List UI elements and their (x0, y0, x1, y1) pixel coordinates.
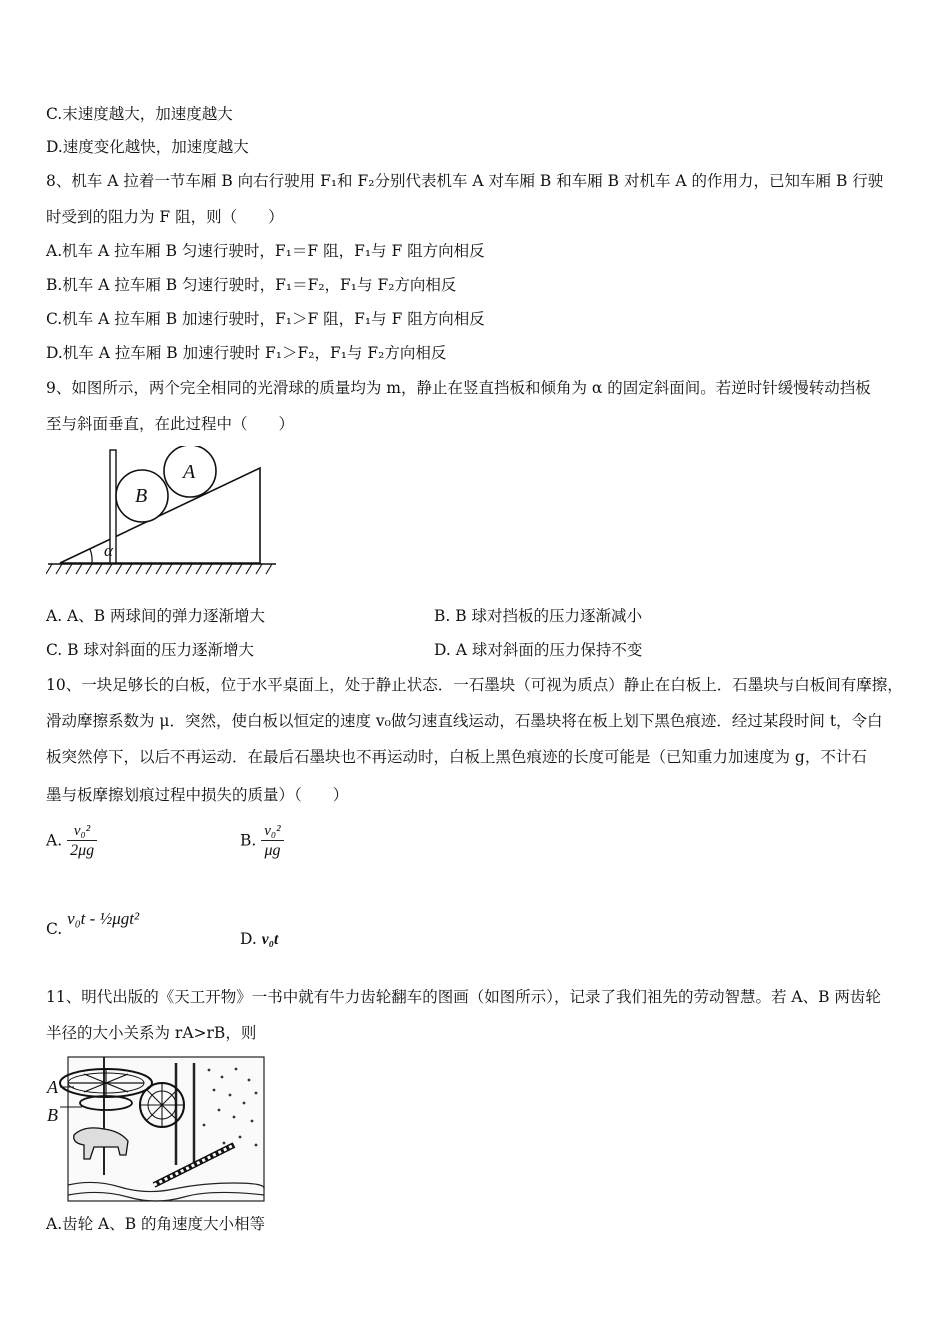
q10-option-c (46, 909, 140, 940)
q9-option-b: B. B 球对挡板的压力逐渐减小 (434, 607, 643, 625)
q10-option-a (46, 822, 97, 861)
q10-option-d (240, 928, 278, 951)
q10-option-b-fraction (261, 822, 283, 861)
q10-option-a-fraction (67, 822, 97, 861)
q10-option-a-numerator: v₀² (67, 822, 97, 841)
q8-stem-line1: 8、机车 A 拉着一节车厢 B 向右行驶用 F₁和 F₂分别代表机车 A 对车厢 B 和车厢 B 对机车 A 的作用力，已知车厢 B 行驶 (46, 172, 884, 190)
q9-option-c: C. B 球对斜面的压力逐渐增大 (46, 641, 254, 659)
q10-option-b-label: B. (240, 831, 257, 850)
q10-option-b-denominator: μg (264, 842, 281, 859)
q10-stem-line4: 墨与板摩擦划痕过程中损失的质量）（ ） (46, 786, 349, 804)
q9-stem-line1: 9、如图所示，两个完全相同的光滑球的质量均为 m，静止在竖直挡板和倾角为 α 的固定斜面间。若逆时针缓慢转动挡板 (46, 379, 871, 397)
q11-label-gear-b: B (47, 1105, 58, 1125)
q11-stem-line1: 11、明代出版的《天工开物》一书中就有牛力齿轮翻车的图画（如图所示），记录了我们祖先的劳动智慧。若 A、B 两齿轮 (46, 988, 881, 1006)
q9-option-d: D. A 球对斜面的压力保持不变 (434, 641, 643, 659)
q11-gear-waterwheel-figure (44, 1055, 266, 1205)
q10-option-b-numerator: v₀² (261, 822, 283, 841)
q7-option-d: D.速度变化越快，加速度越大 (46, 138, 249, 156)
q9-incline-figure (46, 446, 280, 578)
q9-label-ball-a: A (183, 461, 196, 483)
q9-label-ball-b: B (135, 485, 148, 507)
q8-option-d: D.机车 A 拉车厢 B 加速行驶时 F₁＞F₂，F₁与 F₂方向相反 (46, 344, 447, 362)
q7-option-c: C.末速度越大，加速度越大 (46, 105, 233, 123)
q11-label-gear-a: A (47, 1077, 58, 1097)
q10-option-d-expression: v₀t (261, 931, 279, 948)
q8-stem-line2: 时受到的阻力为 F 阻，则（ ） (46, 208, 284, 226)
q10-option-a-denominator: 2μg (70, 842, 95, 859)
q11-option-a: A.齿轮 A、B 的角速度大小相等 (46, 1215, 266, 1233)
q10-option-c-expression: v₀t - ½μgt² (67, 909, 140, 928)
q9-option-a: A. A、B 两球间的弹力逐渐增大 (46, 607, 266, 625)
q10-option-b (240, 822, 284, 861)
q11-stem-line2: 半径的大小关系为 rA>rB，则 (46, 1024, 257, 1042)
q10-option-a-label: A. (46, 831, 63, 850)
q10-stem-line1: 10、一块足够长的白板，位于水平桌面上，处于静止状态．一石墨块（可视为质点）静止在白板上．石墨块与白板间有摩擦， (46, 676, 903, 694)
q8-option-a: A.机车 A 拉车厢 B 匀速行驶时，F₁＝F 阻，F₁与 F 阻方向相反 (46, 242, 485, 260)
q9-stem-line2: 至与斜面垂直，在此过程中（ ） (46, 415, 295, 433)
q9-label-angle: α (104, 541, 113, 560)
q8-option-c: C.机车 A 拉车厢 B 加速行驶时，F₁＞F 阻，F₁与 F 阻方向相反 (46, 310, 485, 328)
q8-option-b: B.机车 A 拉车厢 B 匀速行驶时，F₁＝F₂，F₁与 F₂方向相反 (46, 276, 457, 294)
q10-option-c-label: C. (46, 920, 63, 938)
q10-option-d-label: D. (240, 930, 257, 948)
q10-stem-line2: 滑动摩擦系数为 μ．突然，使白板以恒定的速度 v₀做匀速直线运动，石墨块将在板上划下黑色痕迹．经过某段时间 t，令白 (46, 712, 883, 730)
q10-stem-line3: 板突然停下，以后不再运动．在最后石墨块也不再运动时，白板上黑色痕迹的长度可能是（已知重力加速度为 g，不计石 (46, 748, 867, 766)
